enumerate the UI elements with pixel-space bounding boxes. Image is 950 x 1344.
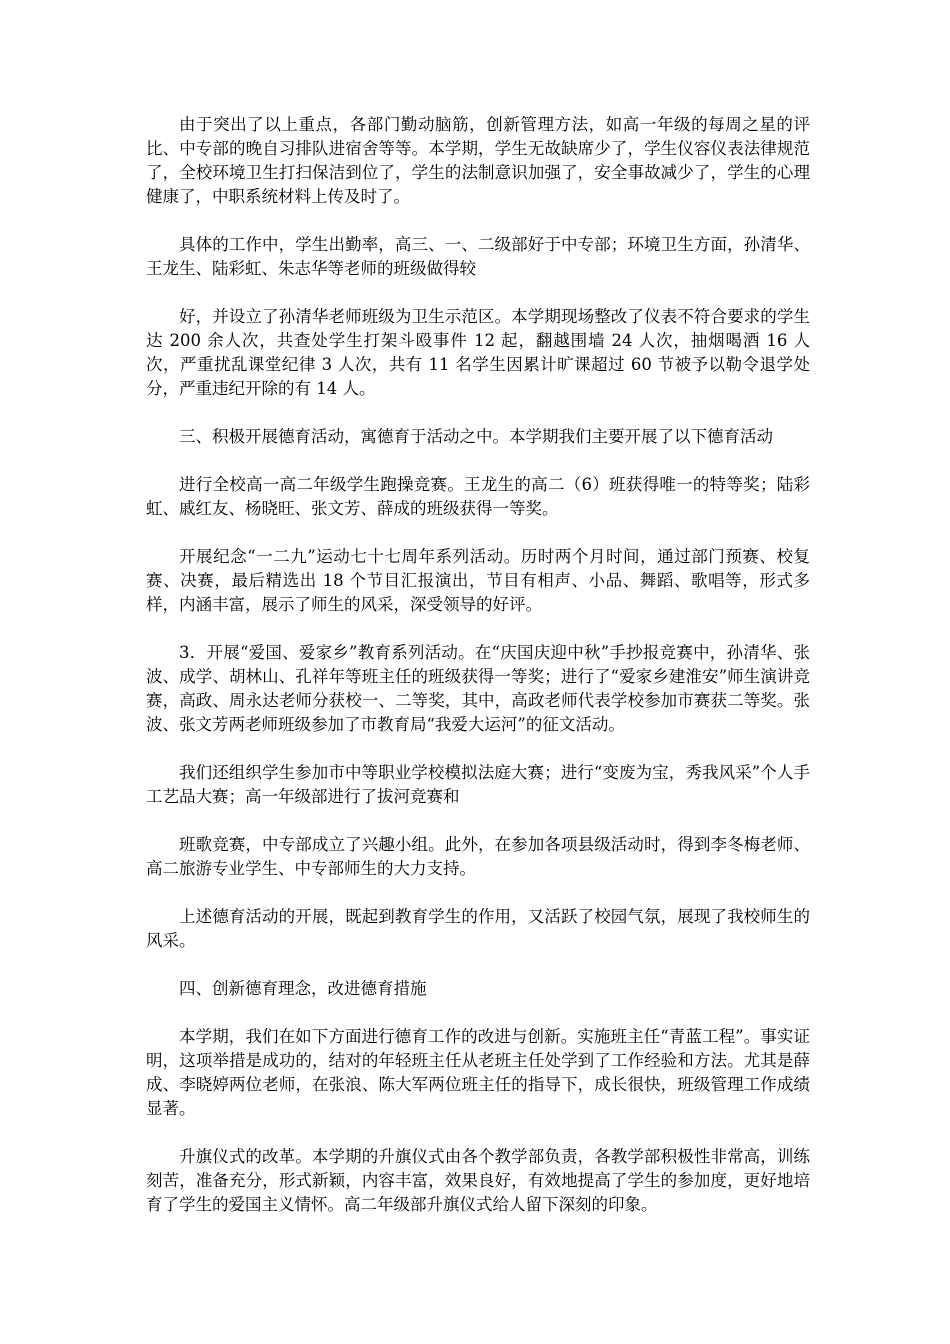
paragraph-2: 具体的工作中，学生出勤率，高三、一、二级部好于中专部；环境卫生方面，孙清华、王龙生、陆彩虹、朱志华等老师的班级做得较: [146, 235, 810, 278]
paragraph-9: 班歌竞赛，中专部成立了兴趣小组。此外，在参加各项县级活动时，得到李冬梅老师、高二旅游专业学生、中专部师生的大力支持。: [146, 835, 810, 878]
document-page: [146, 113, 810, 1241]
paragraph-7: 3．开展“爱国、爱家乡”教育系列活动。在“庆国庆迎中秋”手抄报竞赛中，孙清华、张波、成学、胡林山、孔祥年等班主任的班级获得一等奖；进行了“爱家乡建淮安”师生演讲竞赛，高政、周永达老师分获校一、二等奖，其中，高政老师代表学校参加市赛获二等奖。张波、张文芳两老师班级参加了市教育局“我爱大运河”的征文活动。: [146, 643, 810, 734]
paragraph-1: 由于突出了以上重点，各部门勤动脑筋，创新管理方法，如高一年级的每周之星的评比、中专部的晚自习排队进宿舍等等。本学期，学生无故缺席少了，学生仪容仪表法律规范了，全校环境卫生打扫保洁到位了，学生的法制意识加强了，安全事故减少了，学生的心理健康了，中职系统材料上传及时了。: [146, 115, 810, 206]
paragraph-13: 升旗仪式的改革。本学期的升旗仪式由各个教学部负责，各教学部积极性非常高，训练刻苦，准备充分，形式新颖，内容丰富，效果良好，有效地提高了学生的参加度，更好地培育了学生的爱国主义情怀。高二年级部升旗仪式给人留下深刻的印象。: [146, 1147, 810, 1214]
paragraph-12: 本学期，我们在如下方面进行德育工作的改进与创新。实施班主任“青蓝工程”。事实证明，这项举措是成功的，结对的年轻班主任从老班主任处学到了工作经验和方法。尤其是薛成、李晓婷两位老师，在张浪、陈大军两位班主任的指导下，成长很快，班级管理工作成绩显著。: [146, 1027, 810, 1118]
paragraph-3: 好，并设立了孙清华老师班级为卫生示范区。本学期现场整改了仪表不符合要求的学生达 200 余人次，共查处学生打架斗殴事件 12 起，翻越围墙 24 人次，抽烟喝酒 16 人次，严重扰乱课堂纪律 3 人次，共有 11 名学生因累计旷课超过 60 节被予以勒令退学处分，严重违纪开除的有 14 人。: [146, 307, 810, 398]
paragraph-8: 我们还组织学生参加市中等职业学校模拟法庭大赛；进行“变废为宝，秀我风采”个人手工艺品大赛；高一年级部进行了拔河竞赛和: [146, 763, 810, 806]
paragraph-10: 上述德育活动的开展，既起到教育学生的作用，又活跃了校园气氛，展现了我校师生的风采。: [146, 907, 810, 950]
paragraph-5: 进行全校高一高二年级学生跑操竞赛。王龙生的高二（6）班获得唯一的特等奖；陆彩虹、戚红友、杨晓旺、张文芳、薛成的班级获得一等奖。: [146, 475, 810, 518]
paragraph-6: 开展纪念“一二九”运动七十七周年系列活动。历时两个月时间，通过部门预赛、校复赛、决赛，最后精选出 18 个节目汇报演出，节目有相声、小品、舞蹈、歌唱等，形式多样，内涵丰富，展示了师生的风采，深受领导的好评。: [146, 547, 810, 614]
section-heading-4: 四、创新德育理念，改进德育措施: [179, 979, 427, 998]
section-heading-3: 三、积极开展德育活动，寓德育于活动之中。本学期我们主要开展了以下德育活动: [179, 427, 773, 446]
